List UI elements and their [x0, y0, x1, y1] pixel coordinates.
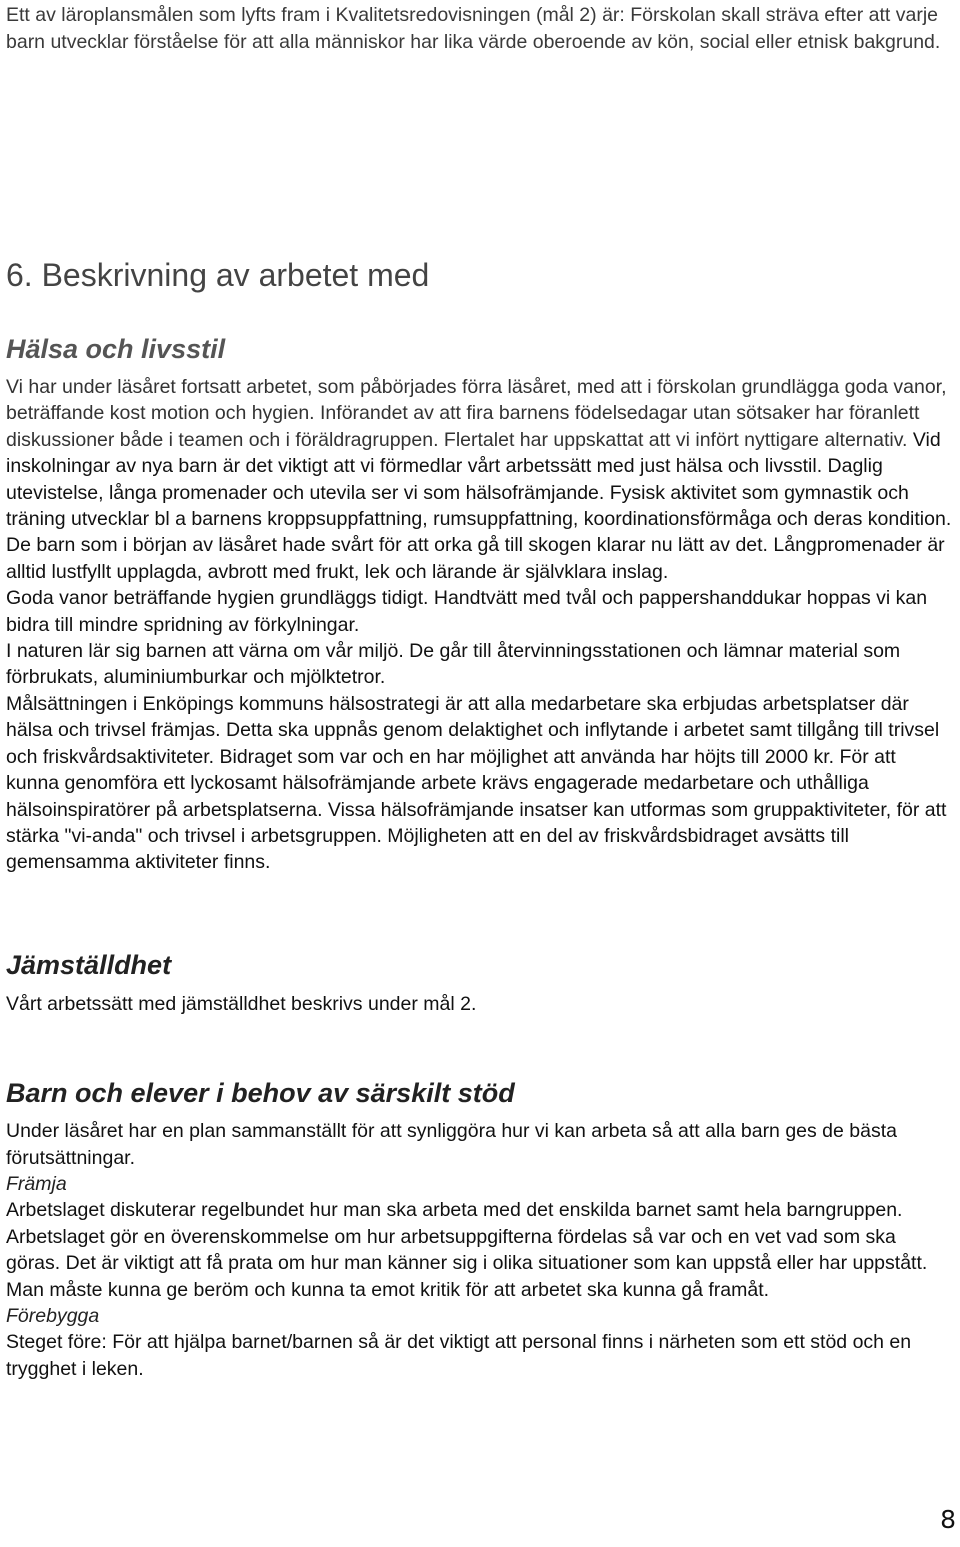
health-paragraph-3: I naturen lär sig barnen att värna om vår miljö. De går till återvinningsstationen och lämnar material som förbrukats, aluminiumburkar och mjölktetror.	[6, 640, 901, 689]
intro-paragraph: Ett av läroplansmålen som lyfts fram i Kvalitetsredovisningen (mål 2) är: Förskolan skall sträva efter att varje barn utvecklar förståelse för att alla människor har lika värde oberoende av kön, social eller etnisk bakgrund.	[6, 4, 941, 53]
label-forebygga: Förebygga	[6, 1304, 100, 1327]
health-paragraph-1	[6, 374, 954, 585]
heading-equality: Jämställdhet	[6, 949, 172, 980]
label-framja: Främja	[6, 1172, 67, 1195]
heading-health: Hälsa och livsstil	[6, 334, 226, 364]
equality-paragraph: Vårt arbetssätt med jämställdhet beskrivs under mål 2.	[6, 992, 477, 1015]
health-paragraph-2: Goda vanor beträffande hygien grundläggs tidigt. Handtvätt med tvål och pappershanddukar hoppas vi kan bidra till mindre spridning av förkylningar.	[6, 587, 928, 636]
health-paragraph-4: Målsättningen i Enköpings kommuns hälsostrategi är att alla medarbetare ska erbjudas arbetsplatser där hälsa och trivsel främjas. Detta ska uppnås genom delaktighet och inflytande i arbetet samt tillgång till trivsel och friskvårdsaktiviteter. Bidraget som var och en har möjlighet att använda har höjts till 2000 kr. För att kunna genomföra ett lyckosamt hälsofrämjande arbete krävs engagerade medarbetare och uthålliga hälsoinspiratörer på arbetsplatserna. Vissa hälsofrämjande insatser kan utformas som gruppaktiviteter, för att stärka "vi-anda" och trivsel i arbetsgruppen. Möjligheten att en del av friskvårdsbidraget avsätts till gemensamma aktiviteter finns.	[6, 692, 947, 874]
document-page	[6, 0, 954, 1382]
support-paragraph-2: Arbetslaget diskuterar regelbundet hur man ska arbeta med det enskilda barnet samt hela barngruppen. Arbetslaget gör en överenskommelse om hur arbetsuppgifterna fördelas så var och en vet vad som ska göras. Det är viktigt att få prata om hur man känner sig i olika situationer som kan uppstå eller har uppstått. Man måste kunna ge beröm och kunna ta emot kritik för att arbetet ska kunna gå framåt.	[6, 1199, 928, 1301]
health-paragraph-1-cont: Vid inskolningar av nya barn är det viktigt att vi förmedlar vårt arbetssätt med just hälsa och livsstil. Daglig utevistelse, långa promenader och utevila ser vi som hälsofrämjande. Fysisk aktivitet som gymnastik och träning utvecklar bl a barnens kroppsuppfattning, rumsuppfattning, koordinationsförmåga och deras kondition. De barn som i början av läsåret hade svårt för att orka gå till skogen klarar nu lätt av det. Långpromenader är alltid lustfyllt upplagda, avbrott med frukt, lek och lärande är självklara inslag.	[6, 428, 952, 583]
section-title: 6. Beskrivning av arbetet med	[6, 257, 430, 293]
heading-special-support: Barn och elever i behov av särskilt stöd	[6, 1078, 515, 1109]
support-paragraph-1: Under läsåret har en plan sammanställt för att synliggöra hur vi kan arbeta så att alla barn ges de bästa förutsättningar.	[6, 1120, 897, 1169]
page-number: 8	[940, 1505, 956, 1534]
support-paragraph-3: Steget före: För att hjälpa barnet/barnen så är det viktigt att personal finns i närheten som ett stöd och en trygghet i leken.	[6, 1331, 912, 1380]
health-paragraph-1-intro: Vi har under läsåret fortsatt arbetet, som påbörjades förra läsåret, med att i förskolan grundlägga goda vanor, beträffande kost motion och hygien. Införandet av att fira barnens födelsedagar utan sötsaker har föranlett diskussioner både i teamen och i föräldragruppen. Flertalet har uppskattat att vi infört nyttigare alternativ.	[6, 376, 947, 451]
